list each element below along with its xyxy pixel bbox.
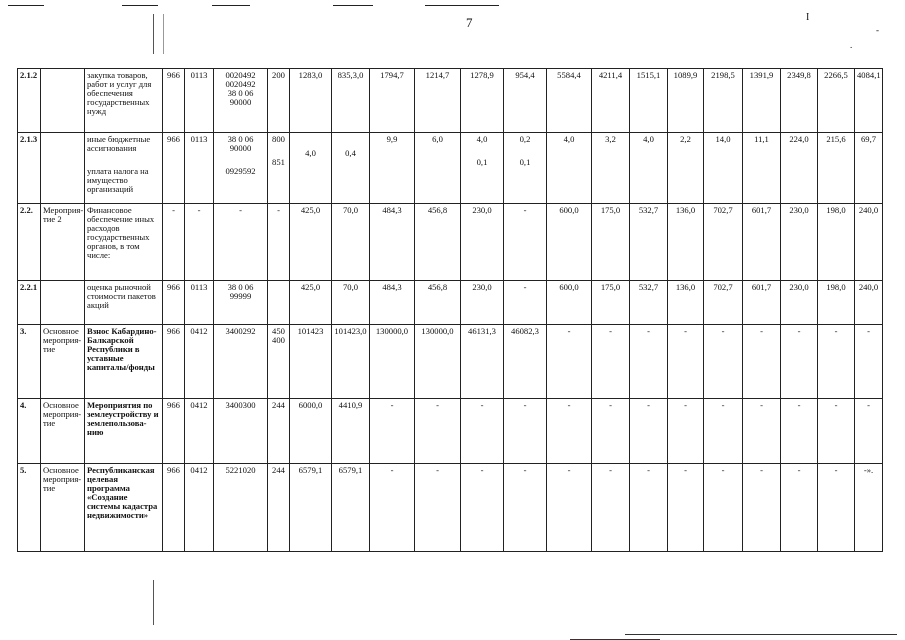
value-cell: 240,0: [855, 281, 883, 325]
value-cell: -: [504, 464, 547, 552]
value-cell: 4,0 0,1: [461, 133, 504, 204]
value-cell: 46082,3: [504, 325, 547, 399]
value-cell: -: [781, 325, 818, 399]
bottom-rule: [625, 634, 897, 635]
row-id: 2.1.2: [18, 69, 41, 133]
top-scan-marks: [0, 0, 905, 12]
grbs-code: 966: [163, 399, 185, 464]
value-cell: -: [415, 399, 461, 464]
section-code: 0412: [185, 325, 214, 399]
target-code: -: [214, 204, 268, 281]
section-code: 0412: [185, 399, 214, 464]
value-cell: -: [818, 399, 855, 464]
value-cell: 240,0: [855, 204, 883, 281]
grbs-code: -: [163, 204, 185, 281]
value-cell: -: [743, 464, 781, 552]
value-cell: 601,7: [743, 281, 781, 325]
value-cell: -: [818, 325, 855, 399]
row-id: 2.1.3: [18, 133, 41, 204]
value-cell: 198,0: [818, 204, 855, 281]
value-cell: -: [370, 464, 415, 552]
value-cell: 532,7: [630, 281, 668, 325]
value-cell: 70,0: [332, 204, 370, 281]
value-cell: 11,1: [743, 133, 781, 204]
table-row: [18, 69, 883, 133]
value-cell: 1214,7: [415, 69, 461, 133]
value-cell: 1283,0: [290, 69, 332, 133]
value-cell: -: [855, 399, 883, 464]
value-cell: -: [668, 464, 704, 552]
value-cell: -: [504, 281, 547, 325]
section-code: 0113: [185, 281, 214, 325]
expense-type: [268, 281, 290, 325]
scan-line: [163, 14, 164, 54]
value-cell: 224,0: [781, 133, 818, 204]
value-cell: 484,3: [370, 281, 415, 325]
table-row: [18, 204, 883, 281]
value-cell: 175,0: [592, 281, 630, 325]
value-cell: 175,0: [592, 204, 630, 281]
value-cell: -: [668, 399, 704, 464]
value-cell: -: [592, 464, 630, 552]
value-cell: -: [855, 325, 883, 399]
value-cell: -: [592, 399, 630, 464]
grbs-code: 966: [163, 325, 185, 399]
value-cell: -: [504, 399, 547, 464]
value-cell: 6,0: [415, 133, 461, 204]
value-cell: -».: [855, 464, 883, 552]
grbs-code: 966: [163, 281, 185, 325]
value-cell: 230,0: [781, 281, 818, 325]
row-desc: Взнос Кабардино-Балкарской Республики в уставные капиталы/фонды: [85, 325, 163, 399]
grbs-code: 966: [163, 133, 185, 204]
grbs-code: 966: [163, 69, 185, 133]
value-cell: 46131,3: [461, 325, 504, 399]
target-code: 5221020: [214, 464, 268, 552]
row-desc: Мероприятия по землеустройству и землепользова-нию: [85, 399, 163, 464]
expense-type: 244: [268, 399, 290, 464]
value-cell: 600,0: [547, 204, 592, 281]
value-cell: 130000,0: [370, 325, 415, 399]
value-cell: 2349,8: [781, 69, 818, 133]
value-cell: -: [547, 399, 592, 464]
value-cell: 2198,5: [704, 69, 743, 133]
row-desc: оценка рыночной стоимости пакетов акций: [85, 281, 163, 325]
value-cell: -: [630, 464, 668, 552]
target-code: 38 0 06 90000 0929592: [214, 133, 268, 204]
page-number: 7: [466, 15, 473, 30]
value-cell: 600,0: [547, 281, 592, 325]
value-cell: 0,4: [332, 133, 370, 204]
row-name: Основное мероприя-тие: [41, 325, 85, 399]
grbs-code: 966: [163, 464, 185, 552]
value-cell: 456,8: [415, 281, 461, 325]
value-cell: 4,0: [630, 133, 668, 204]
value-cell: 5584,4: [547, 69, 592, 133]
value-cell: -: [781, 464, 818, 552]
value-cell: 532,7: [630, 204, 668, 281]
value-cell: 198,0: [818, 281, 855, 325]
value-cell: -: [547, 325, 592, 399]
row-name: [41, 281, 85, 325]
expense-type: 244: [268, 464, 290, 552]
row-id: 3.: [18, 325, 41, 399]
value-cell: 6579,1: [290, 464, 332, 552]
value-cell: -: [743, 399, 781, 464]
row-id: 5.: [18, 464, 41, 552]
value-cell: -: [461, 399, 504, 464]
expense-type: -: [268, 204, 290, 281]
corner-mark: I: [806, 12, 810, 23]
value-cell: -: [370, 399, 415, 464]
value-cell: 702,7: [704, 204, 743, 281]
value-cell: -: [743, 325, 781, 399]
section-code: 0412: [185, 464, 214, 552]
value-cell: -: [630, 325, 668, 399]
row-desc: Республиканская целевая программа «Создание системы кадастра недвижимости»: [85, 464, 163, 552]
expense-type: 200: [268, 69, 290, 133]
value-cell: -: [461, 464, 504, 552]
target-code: 3400300: [214, 399, 268, 464]
row-id: 2.2.1: [18, 281, 41, 325]
row-id: 2.2.: [18, 204, 41, 281]
value-cell: -: [504, 204, 547, 281]
value-cell: 3,2: [592, 133, 630, 204]
value-cell: 484,3: [370, 204, 415, 281]
row-desc: закупка товаров, работ и услуг для обеспечения государственных нужд: [85, 69, 163, 133]
value-cell: 425,0: [290, 204, 332, 281]
target-code: 38 0 06 99999: [214, 281, 268, 325]
table-row: [18, 281, 883, 325]
value-cell: 4211,4: [592, 69, 630, 133]
scan-line: [153, 14, 154, 54]
value-cell: 1089,9: [668, 69, 704, 133]
value-cell: 130000,0: [415, 325, 461, 399]
table-row: [18, 399, 883, 464]
value-cell: -: [704, 399, 743, 464]
value-cell: -: [668, 325, 704, 399]
row-name: [41, 133, 85, 204]
value-cell: 136,0: [668, 281, 704, 325]
value-cell: 2266,5: [818, 69, 855, 133]
row-name: Основное мероприя-тие: [41, 399, 85, 464]
target-code: 0020492 0020492 38 0 06 90000: [214, 69, 268, 133]
value-cell: 1515,1: [630, 69, 668, 133]
row-id: 4.: [18, 399, 41, 464]
target-code: 3400292: [214, 325, 268, 399]
value-cell: 70,0: [332, 281, 370, 325]
expense-type: 450 400: [268, 325, 290, 399]
value-cell: 9,9: [370, 133, 415, 204]
value-cell: 14,0: [704, 133, 743, 204]
section-code: -: [185, 204, 214, 281]
table-row: [18, 464, 883, 552]
value-cell: 6000,0: [290, 399, 332, 464]
value-cell: -: [592, 325, 630, 399]
value-cell: -: [704, 325, 743, 399]
value-cell: -: [818, 464, 855, 552]
value-cell: 456,8: [415, 204, 461, 281]
row-name: Основное мероприя-тие: [41, 464, 85, 552]
value-cell: 101423,0: [332, 325, 370, 399]
expense-type: 800 851: [268, 133, 290, 204]
value-cell: 230,0: [461, 204, 504, 281]
value-cell: 230,0: [781, 204, 818, 281]
value-cell: 601,7: [743, 204, 781, 281]
value-cell: 4,0: [290, 133, 332, 204]
value-cell: 230,0: [461, 281, 504, 325]
value-cell: -: [630, 399, 668, 464]
row-desc: Финансовое обеспечение иных расходов государственных органов, в том числе:: [85, 204, 163, 281]
row-name: [41, 69, 85, 133]
value-cell: 136,0: [668, 204, 704, 281]
scan-mark-a: -: [876, 25, 879, 35]
table-row: [18, 325, 883, 399]
value-cell: -: [415, 464, 461, 552]
section-code: 0113: [185, 69, 214, 133]
value-cell: 425,0: [290, 281, 332, 325]
value-cell: 215,6: [818, 133, 855, 204]
scan-line: [153, 580, 154, 625]
scan-mark-b: .: [850, 40, 853, 50]
value-cell: 702,7: [704, 281, 743, 325]
value-cell: 0,2 0,1: [504, 133, 547, 204]
value-cell: 4084,1: [855, 69, 883, 133]
row-name: Мероприя-тие 2: [41, 204, 85, 281]
value-cell: -: [781, 399, 818, 464]
value-cell: 69,7: [855, 133, 883, 204]
value-cell: 1794,7: [370, 69, 415, 133]
value-cell: 101423: [290, 325, 332, 399]
value-cell: 4,0: [547, 133, 592, 204]
value-cell: 835,3,0: [332, 69, 370, 133]
value-cell: 954,4: [504, 69, 547, 133]
value-cell: 6579,1: [332, 464, 370, 552]
value-cell: -: [547, 464, 592, 552]
value-cell: 2,2: [668, 133, 704, 204]
budget-table: [17, 68, 883, 552]
section-code: 0113: [185, 133, 214, 204]
value-cell: 1391,9: [743, 69, 781, 133]
value-cell: 4410,9: [332, 399, 370, 464]
value-cell: 1278,9: [461, 69, 504, 133]
table-row: [18, 133, 883, 204]
row-desc: иные бюджетные ассигнования уплата налога на имущество организаций: [85, 133, 163, 204]
value-cell: -: [704, 464, 743, 552]
